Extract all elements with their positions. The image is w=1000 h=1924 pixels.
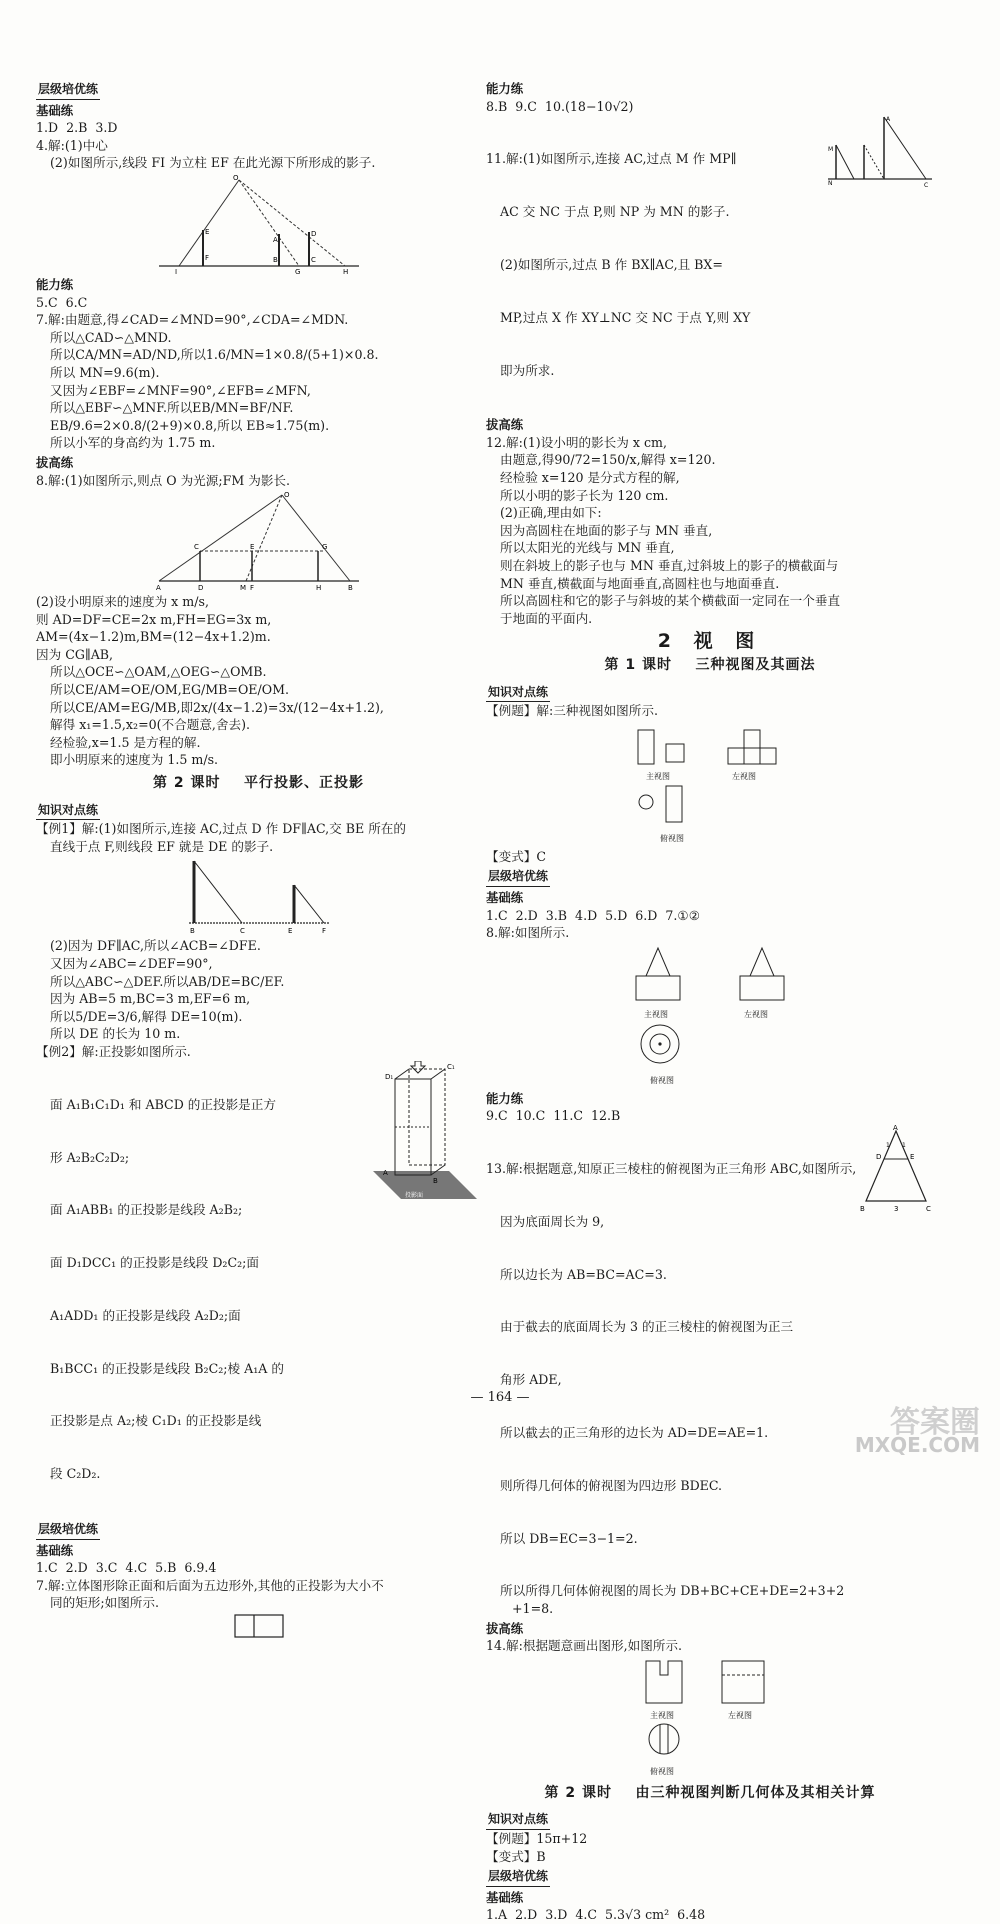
svg-text:B: B — [272, 255, 278, 264]
section-heading: 知识对点练 — [36, 802, 100, 821]
svg-text:H: H — [342, 267, 348, 274]
answer-line: 即小明原来的速度为 1.5 m/s. — [50, 752, 219, 768]
svg-text:C: C — [310, 255, 316, 264]
answer-line: 所以 DB=EC=3−1=2. — [500, 1530, 638, 1546]
shadow-figure-1 — [159, 174, 359, 274]
answer-line: 则 AD=DF=CE=2x m,FH=EG=3x m, — [36, 611, 272, 627]
answer-line: (2)正确,理由如下: — [500, 505, 602, 521]
answer-line: 7.解:立体图形除正面和后面为五边形外,其他的正投影为大小不 — [36, 1577, 384, 1593]
answer-line: 8.解:如图所示. — [486, 925, 570, 941]
svg-text:1: 1 — [886, 1141, 890, 1149]
shadow-figure-4 — [826, 115, 934, 189]
answer-line: A₁ADD₁ 的正投影是线段 A₂D₂;面 — [50, 1307, 241, 1323]
answer-line: 因为 CG∥AB, — [36, 646, 114, 662]
main-view-caption-3: 主视图 — [650, 1710, 674, 1720]
lesson-title: 第 1 课时 三种视图及其画法 — [604, 657, 816, 673]
answer-line: 所以边长为 AB=BC=AC=3. — [500, 1266, 667, 1282]
answer-line: 所以小明的影子长为 120 cm. — [500, 487, 669, 503]
answer-line: 【变式】B — [486, 1848, 546, 1864]
svg-text:N: N — [828, 180, 833, 188]
svg-text:A: A — [383, 1168, 388, 1177]
answer-line: 14.解:根据题意画出图形,如图所示. — [486, 1638, 682, 1654]
answer-line: 同的矩形;如图所示. — [50, 1595, 159, 1611]
svg-text:E: E — [204, 227, 209, 236]
svg-text:A: A — [893, 1124, 898, 1132]
svg-text:D₁: D₁ — [385, 1072, 394, 1081]
answer-line: 所以△OCE∽△OAM,△OEG∽△OMB. — [50, 664, 267, 680]
answer-line: 解得 x₁=1.5,x₂=0(不合题意,舍去). — [50, 717, 251, 733]
section-heading: 知识对点练 — [486, 684, 550, 703]
answer-line: 角形 ADE, — [500, 1372, 562, 1388]
answer-line: 1.C 2.D 3.B 4.D 5.D 6.D 7.①② — [486, 907, 701, 923]
answer-line: 【变式】C — [486, 848, 547, 864]
page-number: — 164 — — [470, 1390, 530, 1405]
subheading: 拔高练 — [486, 417, 524, 433]
svg-text:M: M — [828, 146, 834, 154]
main-view-caption-2: 主视图 — [644, 1009, 668, 1019]
answer-line: 正投影是点 A₂;棱 C₁D₁ 的正投影是线 — [50, 1413, 262, 1429]
answer-line: (2)设小明原来的速度为 x m/s, — [36, 594, 209, 610]
answer-line: EB/9.6=2×0.8/(2+9)×0.8,所以 EB≈1.75(m). — [50, 417, 330, 433]
views-bottom-row-2 — [632, 1022, 692, 1072]
subheading: 基础练 — [486, 889, 524, 905]
section-heading: 层级培优练 — [36, 1521, 100, 1540]
svg-text:F: F — [204, 253, 209, 262]
left-view-caption-2: 左视图 — [744, 1009, 768, 1019]
answer-line: 所以太阳光的光线与 MN 垂直, — [500, 540, 675, 556]
answer-line: MP,过点 X 作 XY⊥NC 交 NC 于点 Y,则 XY — [500, 309, 751, 325]
answer-line: 所以△CAD∽△MND. — [50, 329, 172, 345]
svg-text:B: B — [433, 1176, 438, 1185]
answer-line: 所以小军的身高约为 1.75 m. — [50, 435, 216, 451]
answer-line: (2)因为 DF∥AC,所以∠ACB=∠DFE. — [50, 938, 261, 954]
answer-line: (2)如图所示,过点 B 作 BX∥AC,且 BX= — [500, 256, 723, 272]
svg-text:C₁: C₁ — [447, 1062, 455, 1071]
answer-line: 所以CA/MN=AD/ND,所以1.6/MN=1×0.8/(5+1)×0.8. — [50, 347, 379, 363]
answer-line: 段 C₂D₂. — [50, 1466, 101, 1482]
answer-line: 1.A 2.D 3.D 4.C 5.3√3 cm² 6.48 — [486, 1907, 706, 1923]
answer-line: 所以 MN=9.6(m). — [50, 364, 160, 380]
watermark-logo — [854, 1405, 980, 1457]
answer-line: 则在斜坡上的影子也与 MN 垂直,过斜坡上的影子的横截面与 — [500, 558, 839, 574]
svg-text:H: H — [315, 584, 321, 592]
three-views-figure-1 — [486, 720, 934, 848]
answer-line: 面 A₁B₁C₁D₁ 和 ABCD 的正投影是正方 — [50, 1096, 276, 1112]
subheading: 基础练 — [36, 1542, 74, 1558]
svg-text:1: 1 — [902, 1141, 906, 1149]
subheading: 拔高练 — [486, 1620, 524, 1636]
svg-text:A: A — [272, 235, 278, 244]
answer-line: 直线于点 F,则线段 EF 就是 DE 的影子. — [50, 838, 274, 854]
subheading: 能力练 — [486, 81, 524, 96]
top-view-caption-2: 俯视图 — [650, 1075, 674, 1085]
svg-text:O: O — [283, 491, 290, 500]
svg-text:I: I — [174, 267, 177, 274]
answer-line: 12.解:(1)设小明的影长为 x cm, — [486, 434, 667, 450]
answer-line: 则所得几何体的俯视图为四边形 BDEC. — [500, 1477, 723, 1493]
left-view-caption-3: 左视图 — [728, 1710, 752, 1720]
shadow-figure-3 — [184, 857, 334, 935]
answer-line: 11.解:(1)如图所示,连接 AC,过点 M 作 MP∥ — [486, 151, 737, 167]
subheading: 能力练 — [36, 276, 74, 292]
section-heading: 知识对点练 — [486, 1811, 550, 1830]
lesson-title: 第 2 课时 由三种视图判断几何体及其相关计算 — [544, 1784, 876, 1801]
svg-text:F: F — [249, 584, 254, 592]
svg-text:E: E — [249, 543, 254, 552]
subheading: 能力练 — [486, 1090, 524, 1106]
answer-line: 所以△EBF∽△MNF.所以EB/MN=BF/NF. — [50, 400, 294, 416]
answer-line: 所以所得几何体俯视图的周长为 DB+BC+CE+DE=2+3+2 — [500, 1583, 845, 1599]
three-views-figure-2 — [486, 942, 934, 1088]
rectangle-projection-figure — [234, 1614, 284, 1638]
top-view-caption: 俯视图 — [660, 833, 684, 843]
answer-line: AC 交 NC 于点 P,则 NP 为 MN 的影子. — [500, 204, 730, 220]
svg-text:E: E — [910, 1152, 915, 1161]
views-bottom-row — [636, 784, 706, 830]
triangle-figure — [858, 1125, 934, 1213]
answer-line: 又因为∠ABC=∠DEF=90°, — [50, 956, 213, 971]
answer-line: 所以 DE 的长为 10 m. — [50, 1026, 181, 1042]
svg-text:D: D — [197, 584, 203, 592]
svg-text:B: B — [860, 1204, 865, 1213]
cuboid-projection-figure — [369, 1061, 481, 1201]
svg-text:C: C — [193, 543, 199, 552]
answer-line: 因为高圆柱在地面的影子与 MN 垂直, — [500, 522, 713, 538]
answer-line: 【例1】解:(1)如图所示,连接 AC,过点 D 作 DF∥AC,交 BE 所在的 — [36, 821, 406, 837]
answer-line: 由题意,得90/72=150/x,解得 x=120. — [500, 452, 716, 468]
svg-text:3: 3 — [894, 1204, 899, 1213]
answer-line: 【例题】15π+12 — [486, 1830, 588, 1846]
svg-text:C: C — [926, 1204, 931, 1213]
svg-text:D: D — [876, 1152, 882, 1161]
answer-line: 经检验,x=1.5 是方程的解. — [50, 734, 201, 750]
answer-line: 所以截去的正三角形的边长为 AD=DE=AE=1. — [500, 1425, 769, 1441]
subheading: 基础练 — [36, 102, 74, 118]
answer-line: 4.解:(1)中心 — [36, 137, 108, 153]
svg-text:F: F — [321, 927, 326, 936]
svg-text:G: G — [321, 543, 327, 552]
answer-line: 【例2】解:正投影如图所示. — [36, 1043, 191, 1059]
main-view-caption: 主视图 — [646, 771, 670, 781]
views-top-row-3 — [642, 1659, 822, 1709]
left-column — [36, 78, 481, 1640]
answer-line: 所以CE/AM=EG/MB,即2x/(4x−1.2)=3x/(12−4x+1.2), — [50, 699, 384, 715]
answer-line: 8.B 9.C 10.(18−10√2) — [486, 98, 634, 114]
answer-line: 因为底面周长为 9, — [500, 1213, 605, 1229]
answer-line: 所以△ABC∽△DEF.所以AB/DE=BC/EF. — [50, 973, 285, 989]
answer-line: 所以5/DE=3/6,解得 DE=10(m). — [50, 1008, 243, 1024]
answer-line: 【例题】解:三种视图如图所示. — [486, 703, 658, 719]
answer-line: 所以CE/AM=OE/OM,EG/MB=OE/OM. — [50, 682, 289, 698]
watermark-url: MXQE.COM — [854, 1433, 980, 1457]
answer-line: 13.解:根据题意,知原正三棱柱的俯视图为正三角形 ABC,如图所示, — [486, 1161, 857, 1177]
answer-line: 由于截去的底面周长为 3 的正三棱柱的俯视图为正三 — [500, 1319, 794, 1335]
svg-text:G: G — [294, 267, 300, 274]
left-view-caption: 左视图 — [732, 771, 756, 781]
answer-line: 又因为∠EBF=∠MNF=90°,∠EFB=∠MFN, — [50, 382, 311, 398]
section-heading: 层级培优练 — [486, 1868, 550, 1887]
q11-block — [486, 115, 934, 414]
answer-line: 1.D 2.B 3.D — [36, 120, 118, 136]
chapter-title: 2 视 图 — [657, 630, 763, 653]
answer-line: 8.解:(1)如图所示,则点 O 为光源;FM 为影长. — [36, 472, 291, 488]
answer-line: (2)如图所示,线段 FI 为立柱 EF 在此光源下所形成的影子. — [50, 155, 376, 171]
answer-line: 9.C 10.C 11.C 12.B — [486, 1108, 621, 1124]
svg-text:C: C — [924, 182, 929, 190]
svg-text:E: E — [287, 927, 292, 936]
q13-block — [486, 1125, 934, 1582]
section-heading: 层级培优练 — [36, 81, 100, 100]
lesson-title: 第 2 课时 平行投影、正投影 — [153, 775, 364, 792]
svg-text:A: A — [886, 116, 891, 124]
answer-line: 因为 AB=5 m,BC=3 m,EF=6 m, — [50, 991, 251, 1007]
svg-text:投影面: 投影面 — [405, 1191, 424, 1199]
example2-block — [36, 1061, 481, 1518]
answer-line: 即为所求. — [500, 362, 555, 378]
views-bottom-row-3 — [646, 1721, 686, 1761]
svg-text:O: O — [232, 173, 239, 182]
right-column — [486, 78, 934, 1924]
answer-line: B₁BCC₁ 的正投影是线段 B₂C₂;棱 A₁A 的 — [50, 1360, 284, 1376]
subheading: 基础练 — [486, 1889, 524, 1905]
answer-line: 经检验 x=120 是分式方程的解, — [500, 470, 680, 486]
answer-line: 7.解:由题意,得∠CAD=∠MND=90°,∠CDA=∠MDN. — [36, 312, 349, 328]
section-heading: 层级培优练 — [486, 868, 550, 887]
answer-line: 1.C 2.D 3.C 4.C 5.B 6.9.4 — [36, 1560, 217, 1576]
svg-text:B: B — [189, 927, 195, 936]
svg-text:M: M — [239, 584, 246, 592]
answer-line: +1=8. — [512, 1600, 554, 1616]
svg-text:B: B — [347, 584, 353, 592]
answer-line: 面 D₁DCC₁ 的正投影是线段 D₂C₂;面 — [50, 1255, 259, 1271]
answer-line: AM=(4x−1.2)m,BM=(12−4x+1.2)m. — [36, 629, 271, 645]
answer-line: 所以高圆柱和它的影子与斜坡的某个横截面一定同在一个垂直 — [500, 593, 841, 609]
answer-line: 面 A₁ABB₁ 的正投影是线段 A₂B₂; — [50, 1202, 243, 1218]
svg-text:A: A — [155, 584, 161, 592]
svg-text:D: D — [310, 229, 316, 238]
subheading: 拔高练 — [36, 454, 74, 470]
views-top-row-2 — [632, 946, 812, 1008]
three-views-figure-3 — [486, 1655, 934, 1779]
top-view-caption-3: 俯视图 — [650, 1766, 674, 1776]
answer-line: MN 垂直,横截面与地面垂直,高圆柱也与地面垂直. — [500, 575, 780, 591]
answer-line: 5.C 6.C — [36, 294, 88, 310]
watermark-text: 答案圈 — [890, 1405, 980, 1440]
answer-line: 形 A₂B₂C₂D₂; — [50, 1149, 130, 1165]
shadow-figure-2 — [154, 491, 364, 591]
svg-text:C: C — [239, 927, 245, 936]
answer-line: 于地面的平面内. — [500, 610, 593, 626]
